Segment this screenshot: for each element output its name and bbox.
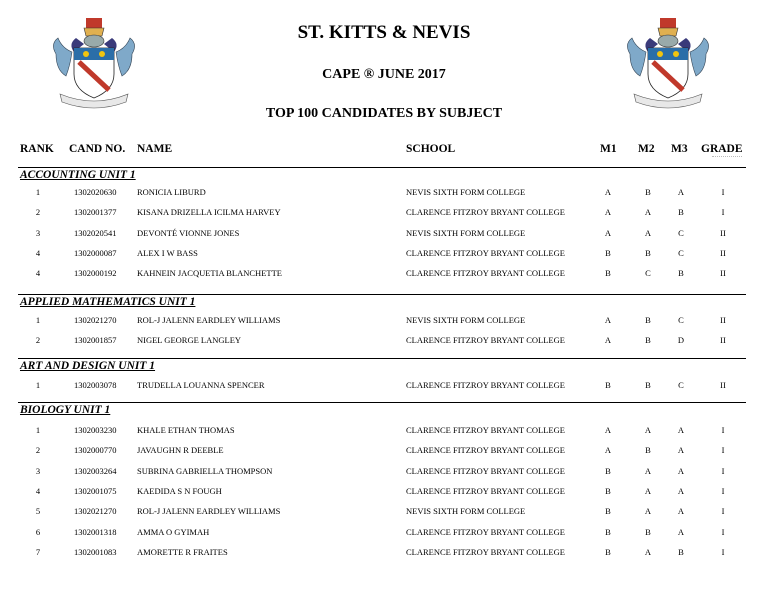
- cell-school: CLARENCE FITZROY BRYANT COLLEGE: [406, 546, 565, 557]
- cell-m1: B: [605, 526, 611, 537]
- cell-grade: I: [721, 465, 725, 476]
- cell-grade: II: [720, 227, 726, 238]
- cell-m3: B: [678, 268, 684, 279]
- section-title: BIOLOGY UNIT 1: [20, 404, 111, 416]
- cell-m3: A: [677, 445, 685, 456]
- section-title: APPLIED MATHEMATICS UNIT 1: [20, 296, 196, 308]
- cell-m3: C: [678, 227, 684, 238]
- cell-m1: A: [604, 445, 612, 456]
- cell-m3: C: [678, 247, 684, 258]
- table-row: [0, 380, 768, 394]
- cell-cand: 1302000770: [74, 445, 117, 456]
- cell-name: KISANA DRIZELLA ICILMA HARVEY: [137, 207, 281, 218]
- cell-rank: 5: [35, 506, 41, 517]
- cell-m2: A: [644, 546, 652, 557]
- cell-rank: 2: [35, 445, 41, 456]
- cell-rank: 6: [35, 526, 41, 537]
- cell-m2: A: [644, 506, 652, 517]
- cell-m2: A: [644, 485, 652, 496]
- cell-rank: 1: [35, 380, 41, 390]
- section-divider: [18, 294, 746, 295]
- column-header-cand-no: CAND NO.: [69, 143, 126, 155]
- cell-m1: B: [605, 380, 611, 390]
- cell-cand: 1302001075: [74, 485, 117, 496]
- column-header-name: NAME: [137, 143, 173, 155]
- cell-grade: I: [721, 546, 725, 557]
- cell-school: NEVIS SIXTH FORM COLLEGE: [406, 187, 526, 197]
- cell-rank: 1: [35, 425, 41, 435]
- table-row: [0, 527, 768, 541]
- header-divider: [712, 156, 742, 157]
- cell-name: AMMA O GYIMAH: [137, 526, 210, 537]
- cell-grade: II: [720, 268, 726, 279]
- cell-rank: 3: [35, 465, 41, 476]
- cell-cand: 1302003078: [74, 380, 117, 390]
- cell-rank: 3: [35, 227, 41, 238]
- cell-m1: B: [605, 465, 611, 476]
- section-divider: [18, 402, 746, 403]
- column-header-m2: M2: [638, 143, 655, 155]
- cell-grade: I: [721, 506, 725, 517]
- table-row: [0, 425, 768, 439]
- cell-school: CLARENCE FITZROY BRYANT COLLEGE: [406, 380, 565, 390]
- table-row: [0, 547, 768, 561]
- column-header-grade: GRADE: [701, 143, 743, 155]
- table-row: [0, 187, 768, 201]
- cell-rank: 4: [35, 247, 41, 258]
- cell-m2: B: [645, 335, 651, 346]
- cell-name: KAHNEIN JACQUETIA BLANCHETTE: [137, 268, 282, 279]
- cell-m2: B: [645, 315, 651, 325]
- cell-m2: B: [645, 445, 651, 456]
- cell-m1: B: [605, 247, 611, 258]
- cell-m1: A: [604, 207, 612, 218]
- table-row: [0, 506, 768, 520]
- cell-m3: A: [677, 187, 685, 197]
- cell-m1: A: [604, 187, 612, 197]
- cell-cand: 1302003230: [74, 425, 117, 435]
- cell-name: TRUDELLA LOUANNA SPENCER: [137, 380, 265, 390]
- cell-name: KHALE ETHAN THOMAS: [137, 425, 235, 435]
- cell-m3: C: [678, 380, 684, 390]
- cell-grade: II: [720, 247, 726, 258]
- cell-cand: 1302001377: [74, 207, 117, 218]
- cell-school: CLARENCE FITZROY BRYANT COLLEGE: [406, 465, 565, 476]
- cell-grade: I: [721, 425, 725, 435]
- cell-m3: C: [678, 315, 684, 325]
- cell-m3: B: [678, 546, 684, 557]
- cell-m2: B: [645, 526, 651, 537]
- cell-name: DEVONTÉ VIONNE JONES: [137, 227, 240, 238]
- report-subtitle: TOP 100 CANDIDATES BY SUBJECT: [265, 106, 503, 121]
- cell-rank: 4: [35, 268, 41, 279]
- cell-name: SUBRINA GABRIELLA THOMPSON: [137, 465, 273, 476]
- cell-cand: 1302003264: [74, 465, 117, 476]
- cell-cand: 1302021270: [74, 315, 117, 325]
- table-row: [0, 228, 768, 242]
- cell-cand: 1302000192: [74, 268, 117, 279]
- cell-school: CLARENCE FITZROY BRYANT COLLEGE: [406, 445, 565, 456]
- table-row: [0, 268, 768, 282]
- section-divider: [18, 358, 746, 359]
- column-header-rank: RANK: [20, 143, 54, 155]
- exam-title: CAPE ® JUNE 2017: [322, 67, 446, 82]
- cell-name: JAVAUGHN R DEEBLE: [137, 445, 224, 456]
- cell-name: AMORETTE R FRAITES: [137, 546, 228, 557]
- cell-school: CLARENCE FITZROY BRYANT COLLEGE: [406, 335, 565, 346]
- column-header-m1: M1: [600, 143, 617, 155]
- cell-grade: I: [721, 445, 725, 456]
- cell-cand: 1302001318: [74, 526, 117, 537]
- cell-school: CLARENCE FITZROY BRYANT COLLEGE: [406, 485, 565, 496]
- cell-cand: 1302001083: [74, 546, 117, 557]
- table-row: [0, 486, 768, 500]
- cell-grade: II: [720, 315, 726, 325]
- cell-rank: 4: [35, 485, 41, 496]
- table-row: [0, 335, 768, 349]
- cell-rank: 7: [35, 546, 41, 557]
- cell-school: NEVIS SIXTH FORM COLLEGE: [406, 315, 526, 325]
- cell-name: NIGEL GEORGE LANGLEY: [137, 335, 242, 346]
- cell-school: CLARENCE FITZROY BRYANT COLLEGE: [406, 207, 565, 218]
- cell-rank: 1: [35, 187, 41, 197]
- cell-m2: B: [645, 187, 651, 197]
- cell-school: CLARENCE FITZROY BRYANT COLLEGE: [406, 247, 565, 258]
- cell-cand: 1302020630: [74, 187, 117, 197]
- section-title: ACCOUNTING UNIT 1: [20, 169, 136, 181]
- cell-m3: A: [677, 526, 685, 537]
- cell-m2: A: [644, 207, 652, 218]
- cell-m3: A: [677, 485, 685, 496]
- cell-school: CLARENCE FITZROY BRYANT COLLEGE: [406, 425, 565, 435]
- table-row: [0, 466, 768, 480]
- cell-name: ALEX I W BASS: [137, 247, 198, 258]
- cell-grade: I: [721, 526, 725, 537]
- cell-m1: B: [605, 268, 611, 279]
- cell-m1: B: [605, 506, 611, 517]
- cell-m1: A: [604, 227, 612, 238]
- cell-m2: C: [645, 268, 651, 279]
- cell-rank: 1: [35, 315, 41, 325]
- cell-school: NEVIS SIXTH FORM COLLEGE: [406, 227, 526, 238]
- table-row: [0, 207, 768, 221]
- cell-school: CLARENCE FITZROY BRYANT COLLEGE: [406, 268, 565, 279]
- cell-school: CLARENCE FITZROY BRYANT COLLEGE: [406, 526, 565, 537]
- cell-cand: 1302021270: [74, 506, 117, 517]
- cell-m2: A: [644, 425, 652, 435]
- cell-m3: A: [677, 506, 685, 517]
- cell-name: ROL-J JALENN EARDLEY WILLIAMS: [137, 506, 281, 517]
- cell-m3: B: [678, 207, 684, 218]
- cell-grade: II: [720, 335, 726, 346]
- table-row: [0, 445, 768, 459]
- cell-name: RONICIA LIBURD: [137, 187, 206, 197]
- cell-m3: A: [677, 425, 685, 435]
- cell-cand: 1302000087: [74, 247, 117, 258]
- cell-rank: 2: [35, 207, 41, 218]
- cell-m2: A: [644, 465, 652, 476]
- column-header-school: SCHOOL: [406, 143, 456, 155]
- cell-grade: I: [721, 187, 725, 197]
- cell-name: KAEDIDA S N FOUGH: [137, 485, 222, 496]
- cell-rank: 2: [35, 335, 41, 346]
- cell-m1: B: [605, 546, 611, 557]
- cell-m2: A: [644, 227, 652, 238]
- document-title: ST. KITTS & NEVIS: [297, 22, 471, 43]
- cell-m1: A: [604, 425, 612, 435]
- section-divider: [18, 167, 746, 168]
- cell-m1: B: [605, 485, 611, 496]
- column-header-m3: M3: [671, 143, 688, 155]
- cell-m1: A: [604, 315, 612, 325]
- cell-m2: B: [645, 380, 651, 390]
- cell-grade: II: [720, 380, 726, 390]
- cell-name: ROL-J JALENN EARDLEY WILLIAMS: [137, 315, 281, 325]
- table-row: [0, 248, 768, 262]
- section-title: ART AND DESIGN UNIT 1: [20, 360, 156, 372]
- cell-m3: D: [677, 335, 685, 346]
- cell-m1: A: [604, 335, 612, 346]
- cell-m2: B: [645, 247, 651, 258]
- cell-school: NEVIS SIXTH FORM COLLEGE: [406, 506, 526, 517]
- cell-cand: 1302001857: [74, 335, 117, 346]
- table-row: [0, 315, 768, 329]
- cell-grade: I: [721, 207, 725, 218]
- cell-m3: A: [677, 465, 685, 476]
- cell-grade: I: [721, 485, 725, 496]
- cell-cand: 1302020541: [74, 227, 117, 238]
